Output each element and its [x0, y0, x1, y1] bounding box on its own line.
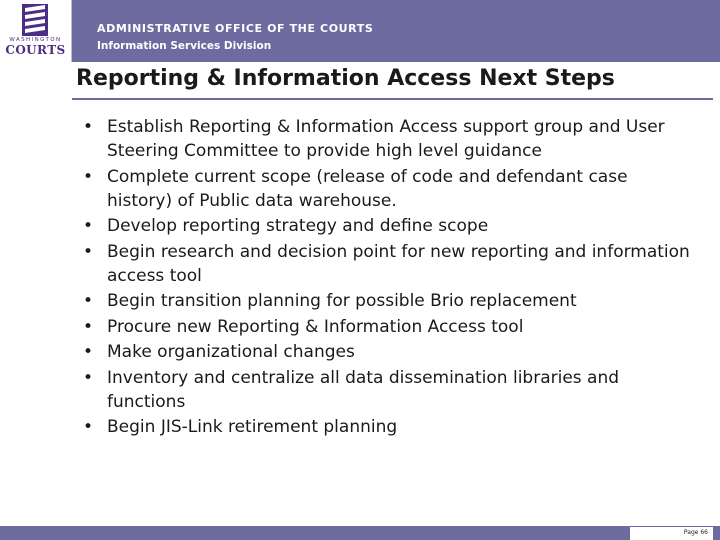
bullet-icon: • [83, 367, 94, 388]
list-item-text: Procure new Reporting & Information Access tool [107, 316, 524, 337]
list-item-text: Develop reporting strategy and define scope [107, 216, 489, 236]
title-divider [72, 98, 713, 100]
bullet-icon: • [83, 216, 94, 236]
page-number: Page 66 [683, 529, 708, 536]
list-item [82, 165, 692, 213]
list-item [82, 115, 692, 163]
list-item-text: Begin JIS-Link retirement planning [107, 417, 398, 437]
logo-text-courts: COURTS [5, 43, 66, 57]
bullet-icon: • [83, 417, 94, 437]
washington-courts-logo [0, 0, 72, 62]
list-item-text: Begin transition planning for possible Brio replacement [107, 291, 577, 311]
list-item [82, 315, 692, 339]
org-name: ADMINISTRATIVE OFFICE OF THE COURTS [97, 22, 374, 35]
list-item [82, 214, 692, 238]
bullet-icon: • [83, 291, 94, 311]
division-name: Information Services Division [97, 40, 272, 52]
list-item-text: Begin research and decision point for new reporting and information access tool [107, 241, 690, 286]
logo-text-washington: WASHINGTON [9, 37, 62, 43]
courthouse-icon [22, 4, 48, 36]
footer-band [0, 526, 720, 540]
list-item [82, 240, 692, 288]
list-item [82, 366, 692, 414]
bullet-icon: • [83, 316, 94, 337]
list-item [82, 415, 692, 439]
page-number-box [630, 527, 713, 540]
bullet-icon: • [83, 117, 94, 137]
slide-title: Reporting & Information Access Next Steps [76, 66, 615, 91]
list-item-text: Make organizational changes [107, 342, 355, 362]
list-item-text: Complete current scope (release of code and defendant case history) of Public data warehouse. [107, 166, 628, 211]
bullet-icon: • [83, 241, 94, 262]
bullet-icon: • [83, 342, 94, 362]
bullet-list [82, 115, 692, 441]
list-item-text: Establish Reporting & Information Access support group and User Steering Committee to provide high level guidance [107, 117, 665, 161]
bullet-icon: • [83, 166, 94, 187]
list-item [82, 340, 692, 364]
list-item [82, 289, 692, 313]
list-item-text: Inventory and centralize all data dissemination libraries and functions [107, 367, 620, 412]
header-band [0, 0, 720, 62]
